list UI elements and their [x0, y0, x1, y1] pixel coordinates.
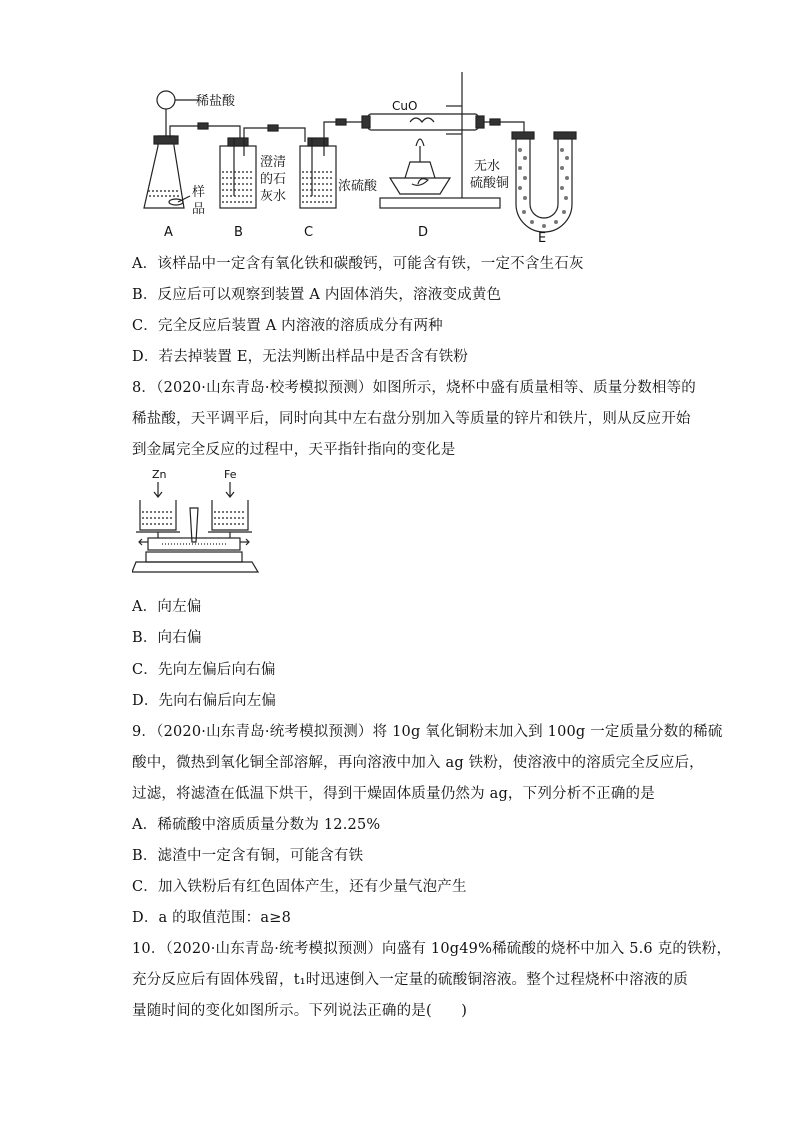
q10-stem-line-2: 充分反应后有固体残留，t₁时迅速倒入一定量的硫酸铜溶液。整个过程烧杯中溶液的质 [132, 972, 688, 988]
label-c: C [304, 225, 314, 240]
label-sample-2: 品 [192, 202, 206, 217]
label-limewater-2: 的石 [260, 172, 287, 187]
label-limewater-3: 灰水 [260, 189, 287, 204]
label-d: D [418, 225, 429, 240]
label-zn: Zn [152, 468, 167, 481]
q8-stem-line-1: 8．（2020·山东青岛·校考模拟预测）如图所示，烧杯中盛有质量相等、质量分数相等的 [132, 380, 696, 396]
label-anhydrous-2: 硫酸铜 [470, 176, 510, 191]
q10-stem-line-1: 10．（2020·山东青岛·统考模拟预测）向盛有 10g49%稀硫酸的烧杯中加入 5.6 克的铁粉， [132, 941, 732, 957]
q7-option-b: B．反应后可以观察到装置 A 内固体消失，溶液变成黄色 [132, 287, 502, 303]
q10-stem-line-3: 量随时间的变化如图所示。下列说法正确的是( ) [132, 1003, 468, 1019]
q8-option-c: C．先向左偏后向右偏 [132, 662, 276, 678]
apparatus-figure [140, 66, 590, 246]
q9-stem-line-2: 酸中，微热到氧化铜全部溶解，再向溶液中加入 ag 铁粉，使溶液中的溶质完全反应后， [132, 755, 704, 771]
q9-stem-line-1: 9．（2020·山东青岛·统考模拟预测）将 10g 氧化铜粉末加入到 100g 一定质量分数的稀硫 [132, 724, 723, 740]
q9-option-d: D．a 的取值范围：a≥8 [132, 910, 291, 926]
label-a: A [164, 225, 173, 240]
q9-stem-line-3: 过滤，将滤渣在低温下烘干，得到干燥固体质量仍然为 ag，下列分析不正确的是 [132, 786, 655, 802]
label-b: B [234, 225, 243, 240]
q7-option-d: D．若去掉装置 E，无法判断出样品中是否含有铁粉 [132, 349, 469, 365]
q7-option-c: C．完全反应后装置 A 内溶液的溶质成分有两种 [132, 318, 443, 334]
label-cuo: CuO [392, 99, 418, 113]
label-e: E [538, 231, 547, 246]
q8-option-d: D．先向右偏后向左偏 [132, 693, 277, 709]
q7-option-a: A．该样品中一定含有氧化铁和碳酸钙，可能含有铁，一定不含生石灰 [132, 256, 584, 272]
q8-stem-line-2: 稀盐酸，天平调平后，同时向其中左右盘分别加入等质量的锌片和铁片，则从反应开始 [132, 411, 691, 427]
label-conc-h2so4: 浓硫酸 [338, 179, 378, 194]
label-dilute-hcl: 稀盐酸 [196, 94, 236, 109]
label-fe: Fe [224, 468, 237, 481]
label-sample-1: 样 [192, 185, 206, 200]
q8-option-a: A．向左偏 [132, 599, 202, 615]
q8-stem-line-3: 到金属完全反应的过程中，天平指针指向的变化是 [132, 442, 456, 458]
balance-figure [132, 466, 272, 586]
label-anhydrous-1: 无水 [474, 159, 501, 174]
label-limewater-1: 澄清 [260, 155, 287, 170]
q9-option-c: C．加入铁粉后有红色固体产生，还有少量气泡产生 [132, 879, 467, 895]
q8-option-b: B．向右偏 [132, 630, 202, 646]
q9-option-a: A．稀硫酸中溶质质量分数为 12.25% [132, 817, 381, 833]
q9-option-b: B．滤渣中一定含有铜，可能含有铁 [132, 848, 364, 864]
